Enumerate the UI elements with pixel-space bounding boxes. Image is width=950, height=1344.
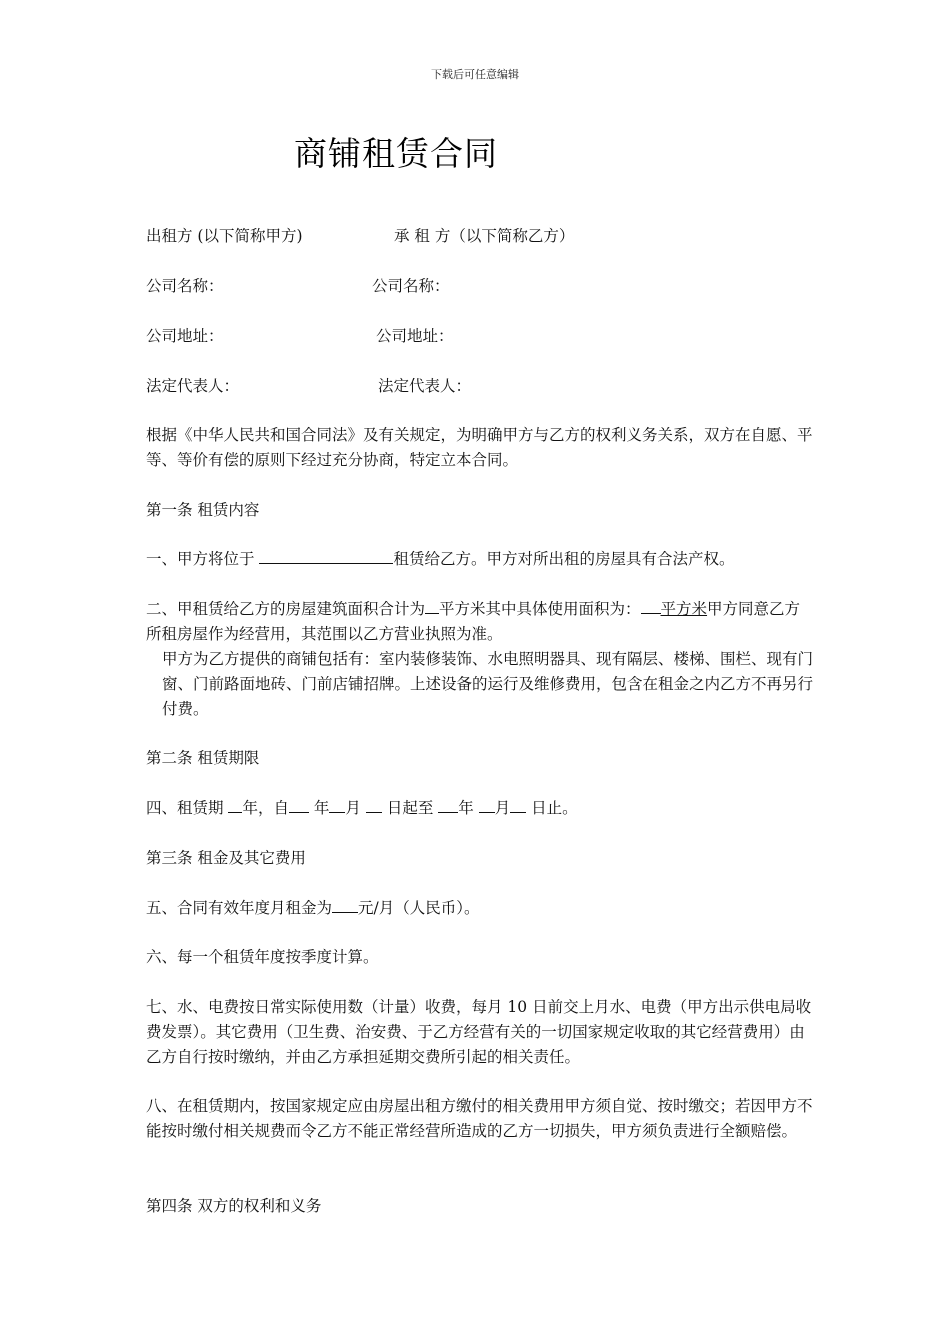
header-note: 下载后可任意编辑 — [431, 68, 519, 81]
company-address-row — [146, 324, 814, 349]
term-prefix: 四、租赁期 — [146, 799, 224, 817]
page-title: 商铺租赁合同 — [294, 134, 498, 173]
parties-row — [146, 224, 814, 249]
item2-unit: 平方米 — [660, 600, 708, 618]
article4-heading: 第四条 双方的权利和义务 — [146, 1197, 322, 1215]
item5-text-b: 元/月（人民币）。 — [358, 899, 480, 917]
start-year-blank — [289, 797, 309, 813]
lessee-label: 承 租 方（以下简称乙方） — [394, 227, 575, 245]
area-blank — [425, 598, 439, 614]
article1-heading: 第一条 租赁内容 — [146, 501, 260, 519]
lessee-company-address-label: 公司地址： — [376, 327, 454, 345]
lessor-company-name-label: 公司名称： — [146, 277, 224, 295]
end-year-blank — [438, 797, 458, 813]
start-day-text: 日起至 — [386, 799, 434, 817]
start-month-blank — [329, 797, 345, 813]
item2-text-b: 平方米其中具体使用面积为： — [439, 600, 641, 618]
end-month-label: 月 — [494, 799, 511, 817]
start-month-label: 月 — [345, 799, 361, 817]
lessee-legal-rep-label: 法定代表人： — [378, 377, 472, 395]
article3-item5 — [146, 896, 814, 921]
preamble: 根据《中华人民共和国合同法》及有关规定，为明确甲方与乙方的权利义务关系，双方在自愿、平等、等价有偿的原则下经过充分协商，特定立本合同。 — [146, 426, 813, 469]
item1-text-a: 一、甲方将位于 — [146, 550, 255, 568]
legal-rep-row — [146, 374, 814, 399]
article3-heading: 第三条 租金及其它费用 — [146, 849, 306, 867]
end-day-text: 日止。 — [531, 799, 578, 817]
lessor-legal-rep-label: 法定代表人： — [146, 377, 240, 395]
lessor-company-address-label: 公司地址： — [146, 327, 224, 345]
lessor-label: 出租方 (以下简称甲方) — [146, 227, 303, 245]
item5-text-a: 五、合同有效年度月租金为 — [146, 899, 333, 917]
end-month-blank — [479, 797, 495, 813]
start-year-label: 年 — [313, 799, 330, 817]
lessee-company-name-label: 公司名称： — [372, 277, 450, 295]
article3-item8: 八、在租赁期内，按国家规定应由房屋出租方缴付的相关费用甲方须自觉、按时缴交；若因甲方不能按时缴付相关规费而令乙方不能正常经营所造成的乙方一切损失，甲方须负责进行全额赔偿。 — [146, 1097, 813, 1140]
location-blank — [259, 548, 393, 564]
end-year-label: 年 — [458, 799, 474, 817]
article1-item2 — [146, 597, 814, 647]
item1-text-b: 租赁给乙方。甲方对所出租的房屋具有合法产权。 — [393, 550, 735, 568]
end-day-blank — [510, 797, 526, 813]
term-years-blank — [228, 797, 242, 813]
article1-item3: 甲方为乙方提供的商铺包括有：室内装修装饰、水电照明器具、现有隔层、楼梯、围栏、现有门窗、门前路面地砖、门前店铺招牌。上述设备的运行及维修费用，包含在租金之内乙方不再另行付费。 — [162, 650, 814, 718]
rent-blank — [332, 897, 358, 913]
lease-term-line — [146, 796, 814, 821]
article3-item7: 七、水、电费按日常实际使用数（计量）收费，每月 10 日前交上月水、电费（甲方出示供电局收费发票）。其它费用（卫生费、治安费、于乙方经营有关的一切国家规定收取的其它经营费用）由乙方自行按时缴纳，并由乙方承担延期交费所引起的相关责任。 — [146, 998, 812, 1066]
article2-heading: 第二条 租赁期限 — [146, 749, 260, 767]
start-day-blank — [366, 797, 382, 813]
item2-text-c: 甲方同意乙方所租房屋作为经营用，其范围以乙方营业执照为准。 — [146, 600, 801, 643]
article3-item6: 六、每一个租赁年度按季度计算。 — [146, 948, 379, 966]
item2-text-a: 二、甲租赁给乙方的房屋建筑面积合计为 — [146, 600, 426, 618]
term-year-text: 年，自 — [242, 799, 289, 817]
article1-item1 — [146, 547, 814, 572]
company-name-row — [146, 274, 814, 299]
usable-area-blank — [641, 598, 661, 614]
